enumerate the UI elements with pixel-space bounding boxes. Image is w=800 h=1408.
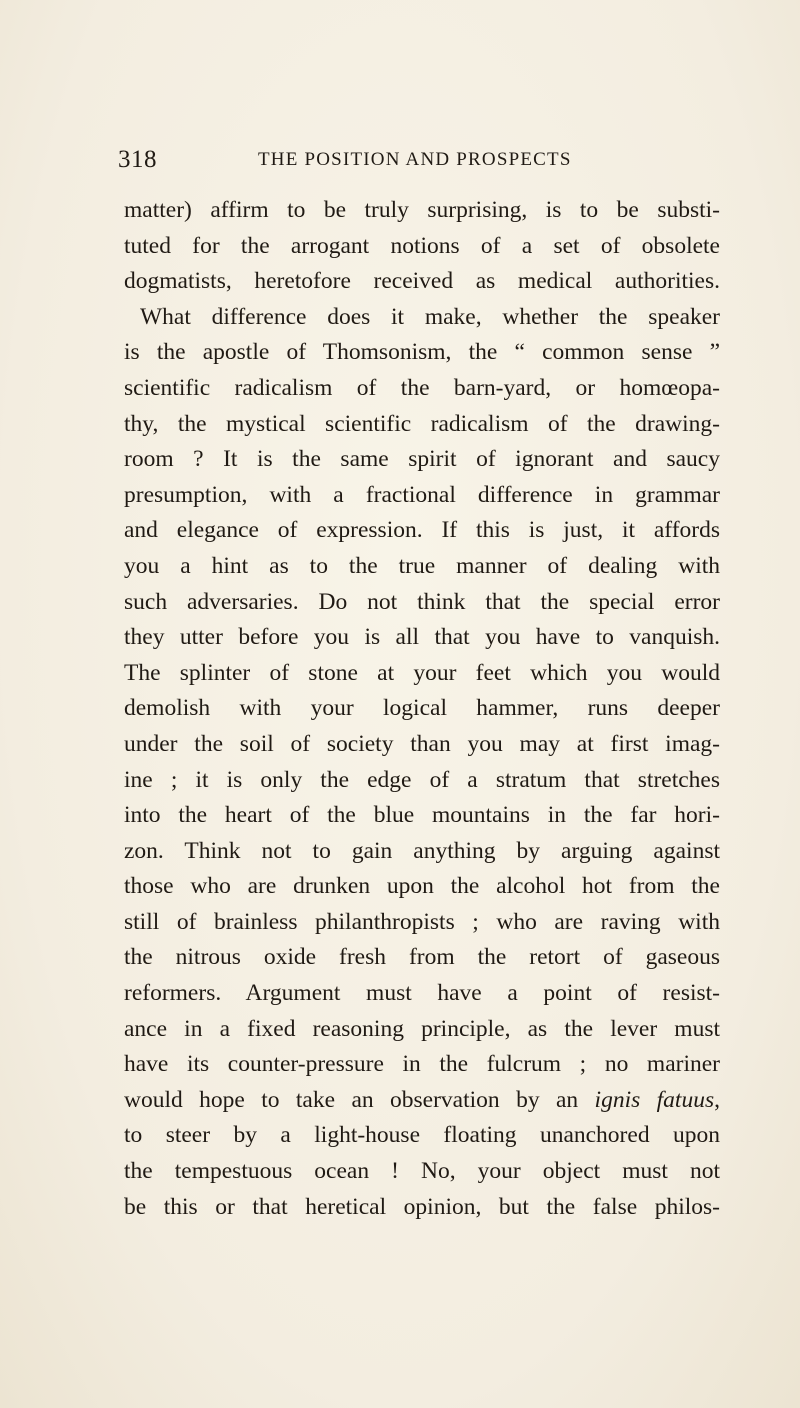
page-number: 318: [118, 146, 157, 173]
text-line: The splinter of stone at your feet which you would: [124, 659, 720, 686]
page-header: [118, 146, 718, 176]
text-line: matter) affirm to be truly surprising, is to be substi-: [124, 197, 720, 223]
text-line: to steer by a light-house floating unanchored upon: [124, 1122, 720, 1149]
text-segment: would hope to take an observation by an: [124, 1086, 595, 1113]
text-line-with-italic: [124, 1083, 720, 1119]
text-line: ine ; it is only the edge of a stratum that stretches: [124, 766, 720, 793]
body-text: [124, 193, 720, 1225]
text-line: room ? It is the same spirit of ignorant and saucy: [124, 446, 720, 473]
text-segment: ,: [714, 1086, 720, 1113]
text-line: ance in a fixed reasoning principle, as the lever must: [124, 1015, 720, 1042]
text-line: the tempestuous ocean ! No, your object must not: [124, 1158, 720, 1185]
text-line: scientific radicalism of the barn-yard, or homœopa-: [124, 374, 720, 401]
text-line: still of brainless philanthropists ; who are raving with: [124, 908, 720, 935]
text-line: What difference does it make, whether the speaker: [140, 303, 720, 330]
text-line: presumption, with a fractional difference in grammar: [124, 481, 720, 508]
text-line: into the heart of the blue mountains in the far hori-: [124, 802, 720, 829]
text-line: and elegance of expression. If this is just, it affords: [124, 517, 720, 544]
text-line: demolish with your logical hammer, runs deeper: [124, 695, 720, 722]
text-line: have its counter-pressure in the fulcrum ; no mariner: [124, 1051, 720, 1078]
text-line: be this or that heretical opinion, but the false philos-: [124, 1193, 720, 1220]
text-line: they utter before you is all that you have to vanquish.: [124, 624, 720, 651]
text-line: you a hint as to the true manner of dealing with: [124, 552, 720, 579]
text-line: the nitrous oxide fresh from the retort of gaseous: [124, 944, 720, 971]
text-line: thy, the mystical scientific radicalism of the drawing-: [124, 410, 720, 437]
italic-phrase: ignis fatuus: [594, 1086, 715, 1113]
text-line: zon. Think not to gain anything by arguing against: [124, 837, 720, 864]
text-line: is the apostle of Thomsonism, the “ common sense ”: [124, 339, 720, 366]
text-line: reformers. Argument must have a point of resist-: [124, 980, 720, 1007]
text-line: tuted for the arrogant notions of a set of obsolete: [124, 232, 720, 259]
text-line: under the soil of society than you may at first imag-: [124, 730, 720, 757]
text-line: those who are drunken upon the alcohol hot from the: [124, 873, 720, 900]
running-head: THE POSITION AND PROSPECTS: [258, 149, 572, 170]
text-line: such adversaries. Do not think that the special error: [124, 588, 720, 615]
text-line: dogmatists, heretofore received as medical authorities.: [124, 268, 720, 295]
